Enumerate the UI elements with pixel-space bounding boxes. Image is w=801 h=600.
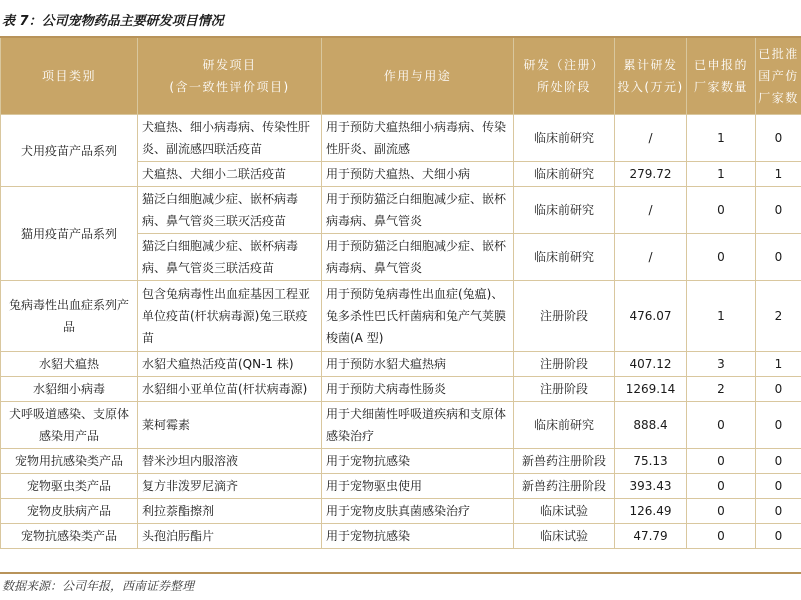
usage-cell: 用于预防猫泛白细胞减少症、嵌杯病毒病、鼻气管炎 (322, 234, 514, 281)
stage-cell: 新兽药注册阶段 (514, 449, 615, 474)
investment-cell: 476.07 (615, 281, 687, 352)
stage-cell: 临床前研究 (514, 187, 615, 234)
stage-cell: 临床前研究 (514, 234, 615, 281)
stage-cell: 临床试验 (514, 499, 615, 524)
data-source-note: 数据来源：公司年报，西南证券整理 (2, 579, 195, 593)
applicants-cell: 3 (687, 352, 756, 377)
applicants-cell: 2 (687, 377, 756, 402)
category-cell: 猫用疫苗产品系列 (1, 187, 138, 281)
table-row (1, 474, 801, 499)
category-cell: 宠物皮肤病产品 (1, 499, 138, 524)
investment-cell: / (615, 187, 687, 234)
investment-cell: / (615, 234, 687, 281)
header-stage: 研发（注册） 所处阶段 (514, 37, 615, 115)
applicants-cell: 1 (687, 115, 756, 162)
applicants-cell: 0 (687, 187, 756, 234)
applicants-cell: 0 (687, 449, 756, 474)
approved-cell: 0 (756, 474, 801, 499)
stage-cell: 临床前研究 (514, 115, 615, 162)
category-cell: 犬用疫苗产品系列 (1, 115, 138, 187)
table-row (1, 524, 801, 549)
table-row (1, 115, 801, 162)
applicants-cell: 0 (687, 402, 756, 449)
usage-cell: 用于预防猫泛白细胞减少症、嵌杯病毒病、鼻气管炎 (322, 187, 514, 234)
project-cell: 犬瘟热、细小病毒病、传染性肝炎、副流感四联活疫苗 (138, 115, 322, 162)
investment-cell: 888.4 (615, 402, 687, 449)
table-row (1, 281, 801, 352)
table-row (1, 499, 801, 524)
stage-cell: 注册阶段 (514, 352, 615, 377)
approved-cell: 1 (756, 162, 801, 187)
usage-cell: 用于预防犬瘟热细小病毒病、传染性肝炎、副流感 (322, 115, 514, 162)
investment-cell: 47.79 (615, 524, 687, 549)
category-cell: 宠物驱虫类产品 (1, 474, 138, 499)
project-cell: 包含兔病毒性出血症基因工程亚单位疫苗(杆状病毒源)兔三联疫苗 (138, 281, 322, 352)
usage-cell: 用于宠物抗感染 (322, 524, 514, 549)
category-cell: 宠物抗感染类产品 (1, 524, 138, 549)
investment-cell: 1269.14 (615, 377, 687, 402)
table-row (1, 402, 801, 449)
investment-cell: / (615, 115, 687, 162)
header-approved: 已批准 国产仿 厂家数 (756, 37, 801, 115)
project-cell: 猫泛白细胞减少症、嵌杯病毒病、鼻气管炎三联灭活疫苗 (138, 187, 322, 234)
usage-cell: 用于预防犬瘟热、犬细小病 (322, 162, 514, 187)
applicants-cell: 0 (687, 499, 756, 524)
category-cell: 水貂细小病毒 (1, 377, 138, 402)
approved-cell: 0 (756, 187, 801, 234)
approved-cell: 0 (756, 524, 801, 549)
approved-cell: 1 (756, 352, 801, 377)
usage-cell: 用于宠物驱虫使用 (322, 474, 514, 499)
stage-cell: 临床试验 (514, 524, 615, 549)
approved-cell: 0 (756, 499, 801, 524)
project-cell: 替米沙坦内服溶液 (138, 449, 322, 474)
table-bottom-rule (0, 572, 801, 574)
project-cell: 利拉萘酯擦剂 (138, 499, 322, 524)
header-category: 项目类别 (1, 37, 138, 115)
stage-cell: 临床前研究 (514, 402, 615, 449)
category-cell: 水貂犬瘟热 (1, 352, 138, 377)
investment-cell: 126.49 (615, 499, 687, 524)
table-top-rule (0, 36, 801, 38)
header-row (1, 37, 801, 115)
header-applicants: 已申报的 厂家数量 (687, 37, 756, 115)
usage-cell: 用于预防兔病毒性出血症(兔瘟)、兔多杀性巴氏杆菌病和兔产气荚膜梭菌(A 型) (322, 281, 514, 352)
table-title: 表 7：公司宠物药品主要研发项目情况 (2, 14, 224, 29)
category-cell: 宠物用抗感染类产品 (1, 449, 138, 474)
approved-cell: 0 (756, 449, 801, 474)
stage-cell: 临床前研究 (514, 162, 615, 187)
header-investment: 累计研发 投入(万元) (615, 37, 687, 115)
applicants-cell: 0 (687, 474, 756, 499)
applicants-cell: 1 (687, 281, 756, 352)
usage-cell: 用于预防水貂犬瘟热病 (322, 352, 514, 377)
project-cell: 莱柯霉素 (138, 402, 322, 449)
investment-cell: 75.13 (615, 449, 687, 474)
header-project: 研发项目 (含一致性评价项目) (138, 37, 322, 115)
investment-cell: 279.72 (615, 162, 687, 187)
project-cell: 犬瘟热、犬细小二联活疫苗 (138, 162, 322, 187)
usage-cell: 用于宠物抗感染 (322, 449, 514, 474)
approved-cell: 2 (756, 281, 801, 352)
usage-cell: 用于宠物皮肤真菌感染治疗 (322, 499, 514, 524)
category-cell: 兔病毒性出血症系列产品 (1, 281, 138, 352)
applicants-cell: 1 (687, 162, 756, 187)
applicants-cell: 0 (687, 524, 756, 549)
project-cell: 猫泛白细胞减少症、嵌杯病毒病、鼻气管炎三联活疫苗 (138, 234, 322, 281)
project-cell: 水貂犬瘟热活疫苗(QN-1 株) (138, 352, 322, 377)
approved-cell: 0 (756, 234, 801, 281)
approved-cell: 0 (756, 115, 801, 162)
project-cell: 水貂细小亚单位苗(杆状病毒源) (138, 377, 322, 402)
table-row (1, 187, 801, 234)
table-row (1, 377, 801, 402)
applicants-cell: 0 (687, 234, 756, 281)
usage-cell: 用于预防犬病毒性肠炎 (322, 377, 514, 402)
investment-cell: 393.43 (615, 474, 687, 499)
approved-cell: 0 (756, 377, 801, 402)
project-cell: 复方非泼罗尼滴齐 (138, 474, 322, 499)
usage-cell: 用于犬细菌性呼吸道疾病和支原体感染治疗 (322, 402, 514, 449)
project-cell: 头孢泊肟酯片 (138, 524, 322, 549)
table-row (1, 352, 801, 377)
investment-cell: 407.12 (615, 352, 687, 377)
category-cell: 犬呼吸道感染、支原体感染用产品 (1, 402, 138, 449)
stage-cell: 注册阶段 (514, 377, 615, 402)
table-row (1, 449, 801, 474)
rd-projects-table (0, 36, 801, 549)
stage-cell: 新兽药注册阶段 (514, 474, 615, 499)
approved-cell: 0 (756, 402, 801, 449)
header-usage: 作用与用途 (322, 37, 514, 115)
stage-cell: 注册阶段 (514, 281, 615, 352)
